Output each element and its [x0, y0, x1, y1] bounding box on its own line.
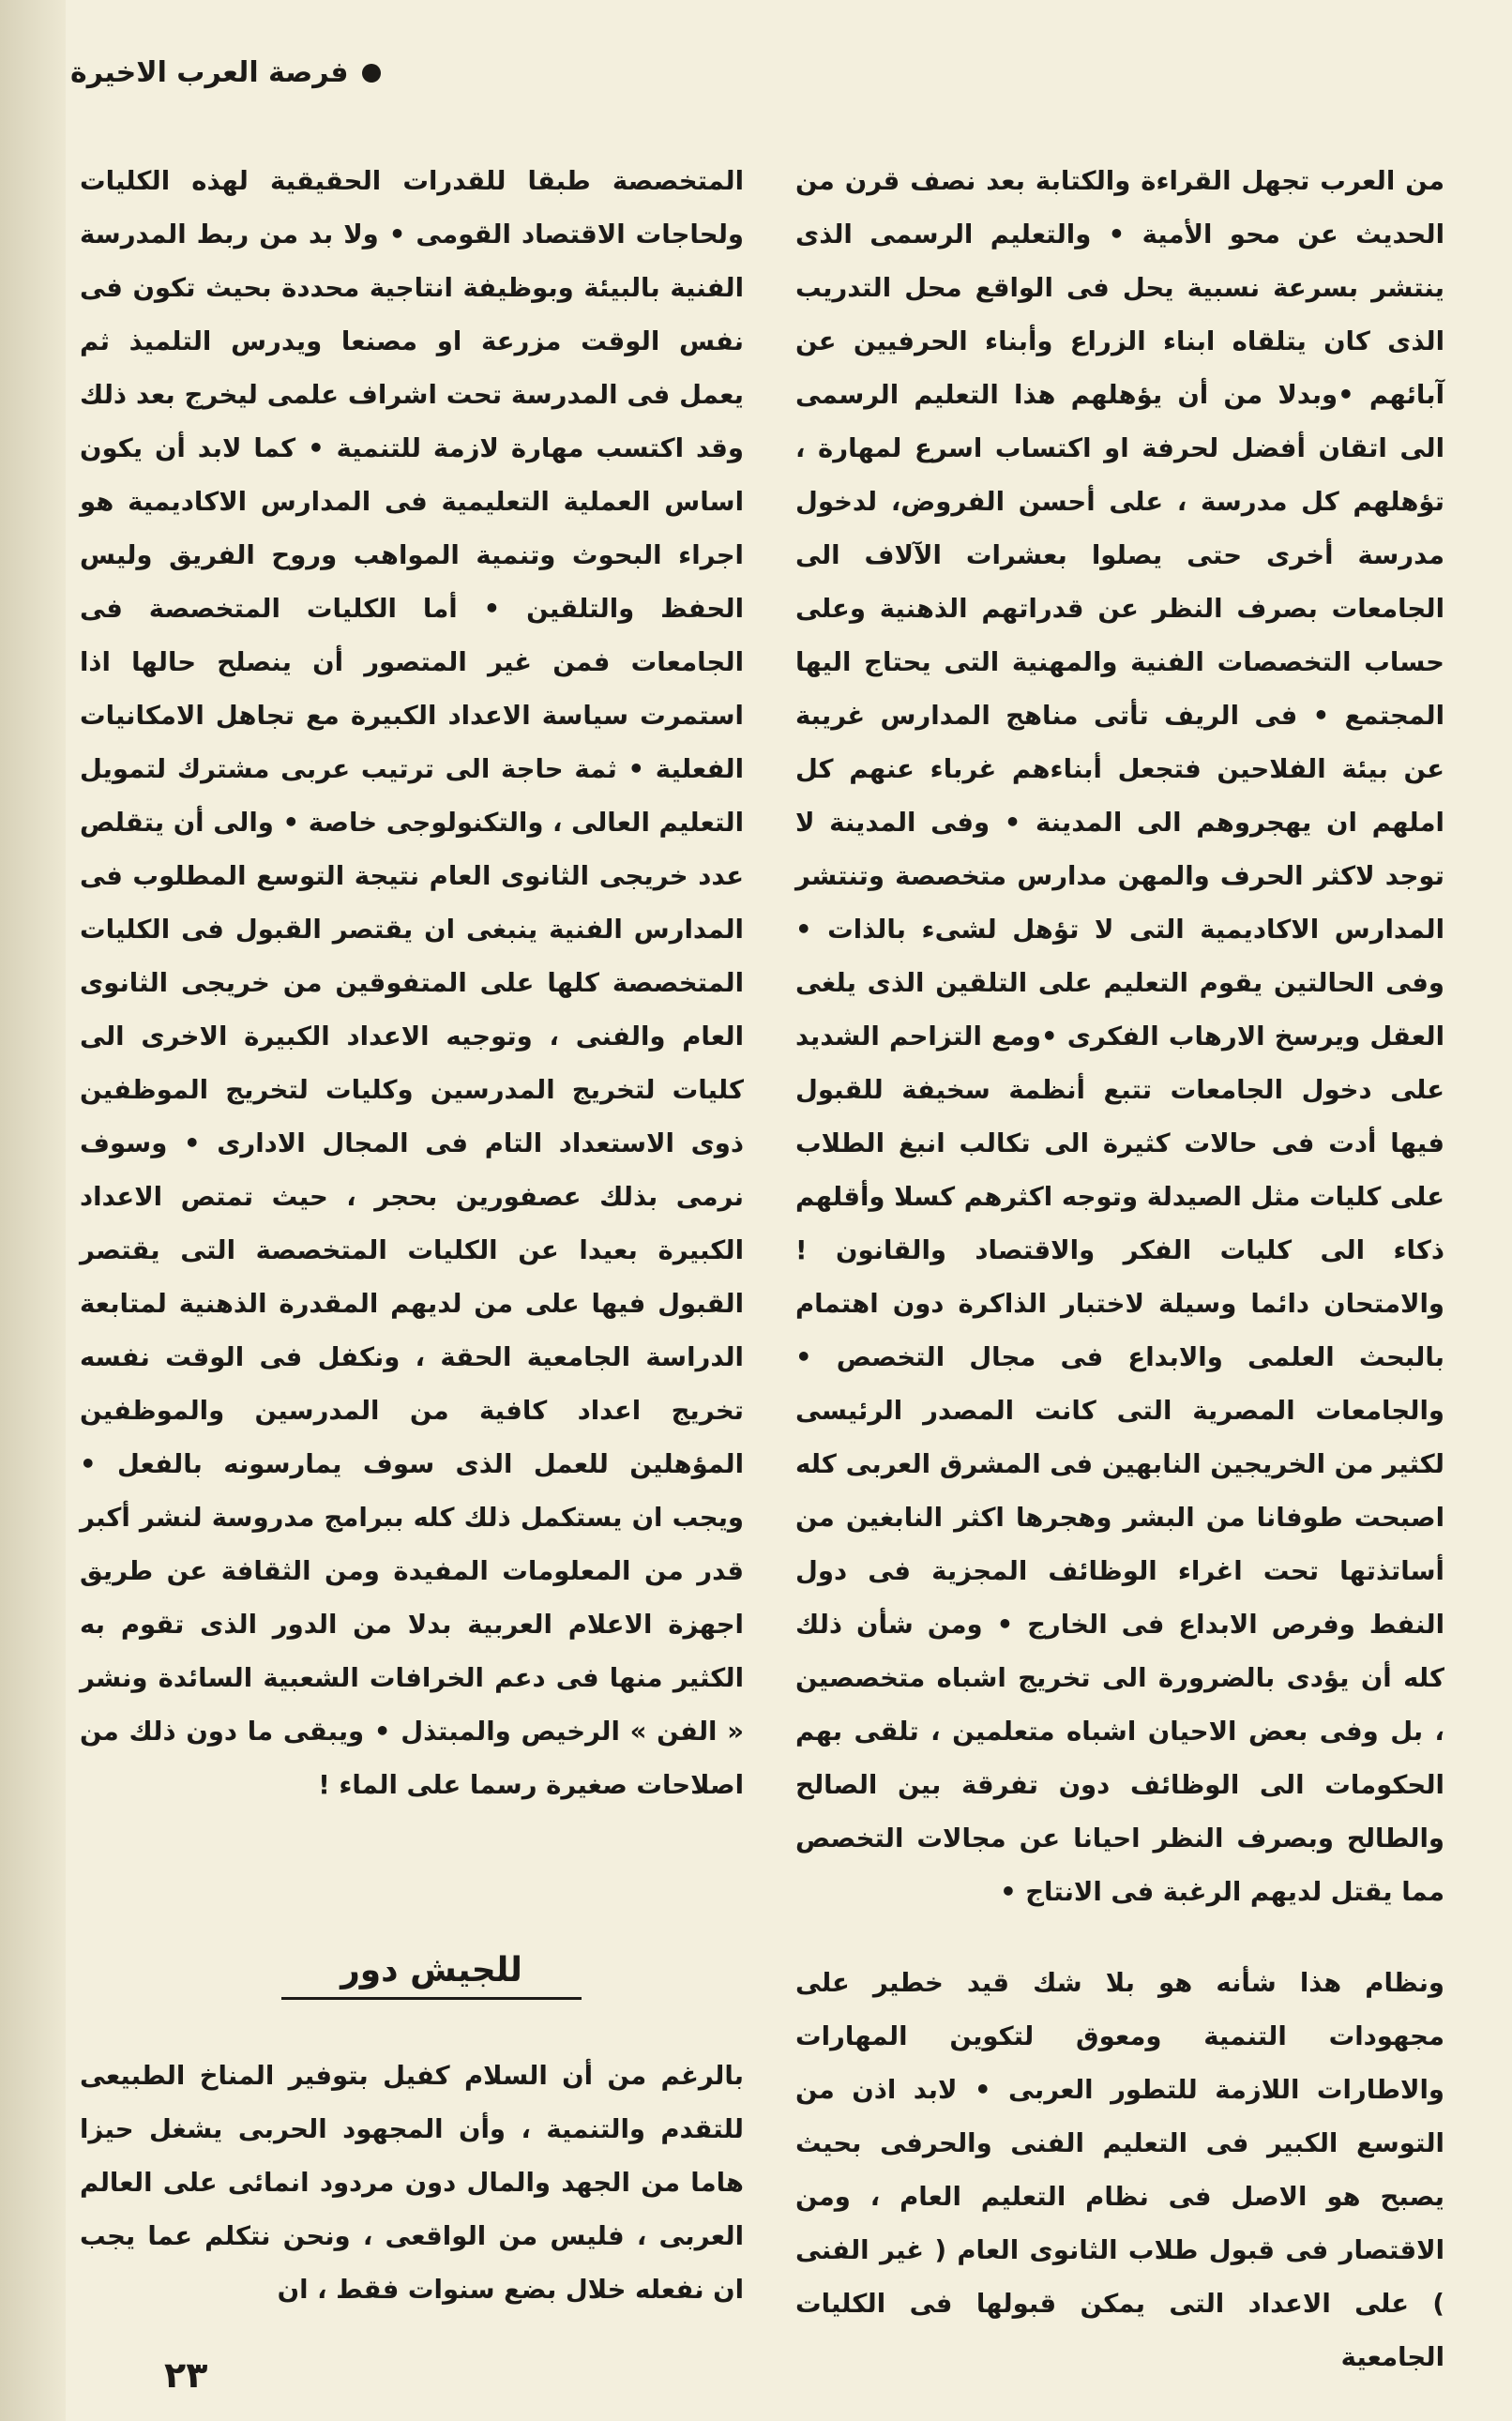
left-column-lower — [80, 2050, 744, 2317]
left-column-paragraph-2: بالرغم من أن السلام كفيل بتوفير المناخ الطبيعى للتقدم والتنمية ، وأن المجهود الحربى يشغل حيزا هاما من الجهد والمال دون مردود انمائى على العالم العربى ، فليس من الواقعى ، ونحن نتكلم عما يجب ان نفعله خلال بضع سنوات فقط ، ان — [80, 2061, 744, 2305]
section-heading: للجيش دور — [281, 1951, 582, 2000]
right-column — [795, 155, 1444, 2384]
bullet-icon — [362, 64, 381, 83]
left-column-paragraph-1: المتخصصة طبقا للقدرات الحقيقية لهذه الكليات ولحاجات الاقتصاد القومى • ولا بد من ربط المدرسة الفنية بالبيئة وبوظيفة انتاجية محددة بحيث تكون فى نفس الوقت مزرعة او مصنعا ويدرس التلميذ ثم يعمل فى المدرسة تحت اشراف علمى ليخرج بعد ذلك وقد اكتسب مهارة لازمة للتنمية • كما لابد أن يكون اساس العملية التعليمية فى المدارس الاكاديمية هو اجراء البحوث وتنمية المواهب وروح الفريق وليس الحفظ والتلقين • أما الكليات المتخصصة فى الجامعات فمن غير المتصور أن ينصلح حالها اذا استمرت سياسة الاعداد الكبيرة مع تجاهل الامكانيات الفعلية • ثمة حاجة الى ترتيب عربى مشترك لتمويل التعليم العالى ، والتكنولوجى خاصة • والى أن يتقلص عدد خريجى الثانوى العام نتيجة التوسع المطلوب فى المدارس الفنية ينبغى ان يقتصر القبول فى الكليات المتخصصة كلها على المتفوقين من خريجى الثانوى العام والفنى ، وتوجيه الاعداد الكبيرة الاخرى الى كليات لتخريج المدرسين وكليات لتخريج الموظفين ذوى الاستعداد التام فى المجال الادارى • وسوف نرمى بذلك عصفورين بحجر ، حيث تمتص الاعداد الكبيرة بعيدا عن الكليات المتخصصة التى يقتصر القبول فيها على من لديهم المقدرة الذهنية لمتابعة الدراسة الجامعية الحقة ، ونكفل فى الوقت نفسه تخريج اعداد كافية من المدرسين والموظفين المؤهلين للعمل الذى سوف يمارسونه بالفعل • ويجب ان يستكمل ذلك كله ببرامج مدروسة لنشر أكبر قدر من المعلومات المفيدة ومن الثقافة عن طريق اجهزة الاعلام العربية بدلا من الدور الذى تقوم به الكثير منها فى دعم الخرافات الشعبية السائدة ونشر « الفن » الرخيص والمبتذل • ويبقى ما دون ذلك من اصلاحات صغيرة رسما على الماء ! — [80, 166, 744, 1800]
running-header — [70, 56, 381, 89]
running-title: فرصة العرب الاخيرة — [70, 56, 349, 89]
right-column-paragraph-1: من العرب تجهل القراءة والكتابة بعد نصف قرن من الحديث عن محو الأمية • والتعليم الرسمى الذى ينتشر بسرعة نسبية يحل فى الواقع محل التدريب الذى كان يتلقاه ابناء الزراع وأبناء الحرفيين عن آبائهم •وبدلا من أن يؤهلهم هذا التعليم الرسمى الى اتقان أفضل لحرفة او اكتساب اسرع لمهارة ، تؤهلهم كل مدرسة ، على أحسن الفروض، لدخول مدرسة أخرى حتى يصلوا بعشرات الآلاف الى الجامعات بصرف النظر عن قدراتهم الذهنية وعلى حساب التخصصات الفنية والمهنية التى يحتاج اليها المجتمع • فى الريف تأتى مناهج المدارس غريبة عن بيئة الفلاحين فتجعل أبناءهم غرباء عنهم كل املهم ان يهجروهم الى المدينة • وفى المدينة لا توجد لاكثر الحرف والمهن مدارس متخصصة وتنتشر المدارس الاكاديمية التى لا تؤهل لشىء بالذات • وفى الحالتين يقوم التعليم على التلقين الذى يلغى العقل ويرسخ الارهاب الفكرى •ومع التزاحم الشديد على دخول الجامعات تتبع أنظمة سخيفة للقبول فيها أدت فى حالات كثيرة الى تكالب انبغ الطلاب على كليات مثل الصيدلة وتوجه اكثرهم كسلا وأقلهم ذكاء الى كليات الفكر والاقتصاد والقانون ! والامتحان دائما وسيلة لاختبار الذاكرة دون اهتمام بالبحث العلمى والابداع فى مجال التخصص • والجامعات المصرية التى كانت المصدر الرئيسى لكثير من الخريجين النابهين فى المشرق العربى كله اصبحت طوفانا من البشر وهجرها اكثر النابغين من أساتذتها تحت اغراء الوظائف المجزية فى دول النفط وفرص الابداع فى الخارج • ومن شأن ذلك كله أن يؤدى بالضرورة الى تخريج اشباه متخصصين ، بل وفى بعض الاحيان اشباه متعلمين ، تلقى بهم الحكومات الى الوظائف دون تفرقة بين الصالح والطالح وبصرف النظر احيانا عن مجالات التخصص مما يقتل لديهم الرغبة فى الانتاج • — [795, 166, 1444, 1907]
left-column — [80, 155, 744, 1812]
right-column-paragraph-2: ونظام هذا شأنه هو بلا شك قيد خطير على مجهودات التنمية ومعوق لتكوين المهارات والاطارات اللازمة للتطور العربى • لابد اذن من التوسع الكبير فى التعليم الفنى والحرفى بحيث يصبح هو الاصل فى نظام التعليم العام ، ومن الاقتصار فى قبول طلاب الثانوى العام ( غير الفنى ) على الاعداد التى يمكن قبولها فى الكليات الجامعية — [795, 1968, 1444, 2372]
page-gutter-shadow — [0, 0, 66, 2421]
page-number: ٢٣ — [164, 2354, 208, 2396]
